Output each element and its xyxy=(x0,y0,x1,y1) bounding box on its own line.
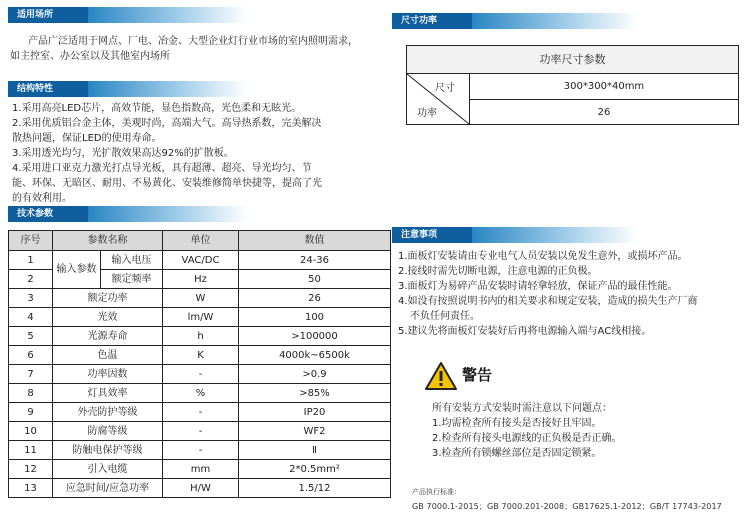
header-param: 参数名称 xyxy=(53,231,163,251)
table-row: 10 防腐等级 - WF2 xyxy=(9,422,391,441)
table-row: 7 功率因数 - >0.9 xyxy=(9,365,391,384)
notes-section-title: 注意事项 xyxy=(392,227,472,243)
usage-section-bar xyxy=(8,7,248,23)
table-row: 11 防触电保护等级 - Ⅱ xyxy=(9,441,391,460)
header-unit: 单位 xyxy=(163,231,239,251)
table-row: 13 应急时间/应急功率 H/W 1.5/12 xyxy=(9,479,391,498)
size-row xyxy=(407,74,738,99)
header-no: 序号 xyxy=(9,231,53,251)
structure-line-3: 散热问题，保证LED的使用寿命。 xyxy=(12,133,162,144)
note-2: 2.接线时需先切断电源，注意电源的正负极。 xyxy=(398,266,598,277)
usage-text xyxy=(10,34,392,64)
table-row: 9 外壳防护等级 - IP20 xyxy=(9,403,391,422)
table-row: 5 光源寿命 h >100000 xyxy=(9,327,391,346)
input-param-group-label: 输入参数 xyxy=(53,251,101,289)
structure-section-bar xyxy=(8,81,248,97)
standards-value: GB 7000.1-2015；GB 7000.201-2008；GB17625.1-2012；GB/T 17743-2017 xyxy=(412,502,722,511)
size-section-bar xyxy=(392,13,637,29)
note-3: 3.面板灯为易碎产品安装时请轻拿轻放，保证产品的最佳性能。 xyxy=(398,281,678,292)
tech-section-title: 技术参数 xyxy=(8,206,88,222)
size-section-title: 尺寸功率 xyxy=(392,13,472,29)
table-row: 4 光效 lm/W 100 xyxy=(9,308,391,327)
structure-line-7: 的有效利用。 xyxy=(12,193,72,204)
warning-3: 3.检查所有锁螺丝部位是否固定锁紧。 xyxy=(432,448,602,459)
warning-icon xyxy=(424,361,458,391)
table-row: 2 额定频率 Hz 50 xyxy=(9,270,391,289)
usage-line-2: 如主控室、办公室以及其他室内场所 xyxy=(10,51,170,62)
size-table-title: 功率尺寸参数 xyxy=(407,46,738,74)
usage-line-1: 产品广泛适用于网点、厂电、冶金、大型企业灯行业市场的室内照明需求， xyxy=(28,36,358,47)
tech-spec-table xyxy=(8,230,391,498)
notes-text xyxy=(398,249,748,339)
structure-line-2: 2.采用优质铝合金主体，美观时尚，高端大气。高导热系数，完美解决 xyxy=(12,118,322,129)
note-1: 1.面板灯安装请由专业电气人员安装以免发生意外，或损坏产品。 xyxy=(398,251,688,262)
size-power-table xyxy=(406,45,739,125)
warning-intro: 所有安装方式安装时需注意以下问题点： xyxy=(432,403,612,414)
warning-1: 1.均需检查所有接头是否接好且牢固。 xyxy=(432,418,602,429)
size-label: 尺寸 xyxy=(435,83,455,94)
tech-section-bar xyxy=(8,206,248,222)
table-row: 3 额定功率 W 26 xyxy=(9,289,391,308)
structure-line-5: 4.采用进口亚克力激光打点导光板，具有超薄、超亮、导光均匀、节 xyxy=(12,163,312,174)
structure-line-4: 3.采用透光均匀，光扩散效果高达92%的扩散板。 xyxy=(12,148,234,159)
structure-section-title: 结构特性 xyxy=(8,81,88,97)
warning-text xyxy=(432,401,742,461)
power-label: 功率 xyxy=(417,108,437,119)
size-value: 300*300*40mm xyxy=(563,81,645,92)
note-4: 4.如没有按照说明书内的相关要求和规定安装，造成的损失生产厂商 xyxy=(398,296,698,307)
warning-2: 2.检查所有接头电源线的正负极是否正确。 xyxy=(432,433,622,444)
notes-section-bar xyxy=(392,227,637,243)
note-6: 5.建议先将面板灯安装好后再将电源输入端与AC线相接。 xyxy=(398,326,652,337)
table-row: 8 灯具效率 % >85% xyxy=(9,384,391,403)
warning-title: 警告 xyxy=(462,366,493,384)
power-row xyxy=(407,100,738,125)
standards-label: 产品执行标准： xyxy=(412,488,461,496)
header-value: 数值 xyxy=(239,231,391,251)
table-row: 1 输入参数 输入电压 VAC/DC 24-36 xyxy=(9,251,391,270)
note-5: 不负任何责任。 xyxy=(410,311,480,322)
usage-section-title: 适用场所 xyxy=(8,7,88,23)
power-value: 26 xyxy=(597,107,611,118)
table-row: 12 引入电缆 mm 2*0.5mm² xyxy=(9,460,391,479)
table-row: 6 色温 K 4000k~6500k xyxy=(9,346,391,365)
table-header-row xyxy=(9,231,391,251)
structure-line-1: 1.采用高亮LED芯片，高效节能，显色指数高，光色柔和无眩光。 xyxy=(12,103,302,114)
structure-line-6: 能、环保、无暗区、耐用、不易黄化、安装维修简单快捷等，提高了光 xyxy=(12,178,322,189)
structure-text xyxy=(12,101,392,206)
